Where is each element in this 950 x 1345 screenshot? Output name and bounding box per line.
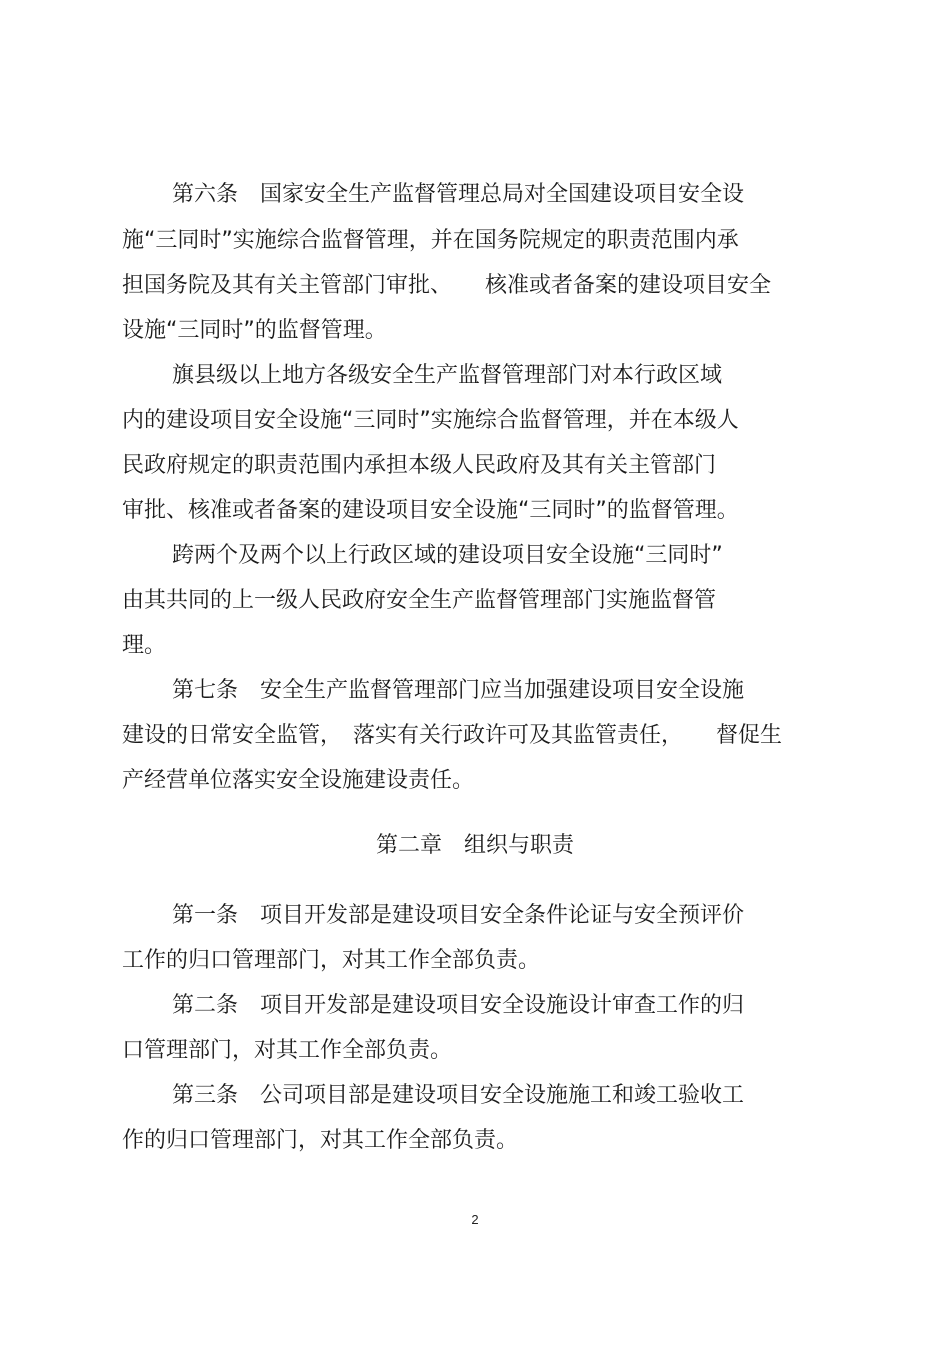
article-6-line-2: 施“三同时”实施综合监督管理，并在国务院规定的职责范围内承: [122, 228, 739, 253]
paragraph-2-line-3: 民政府规定的职责范围内承担本级人民政府及其有关主管部门: [122, 453, 717, 478]
paragraph-2-line-4: 审批、核准或者备案的建设项目安全设施“三同时”的监督管理。: [122, 498, 739, 523]
chapter2-article-3-line-1: 第三条 公司项目部是建设项目安全设施施工和竣工验收工: [172, 1083, 745, 1108]
chapter2-article-1-line-2: 工作的归口管理部门，对其工作全部负责。: [122, 948, 541, 973]
article-6-line-1: 第六条 国家安全生产监督管理总局对全国建设项目安全设: [172, 182, 745, 207]
chapter2-article-2-line-2: 口管理部门，对其工作全部负责。: [122, 1038, 453, 1063]
chapter2-article-2-line-1: 第二条 项目开发部是建设项目安全设施设计审查工作的归: [172, 993, 745, 1018]
article-7-line-2: 建设的日常安全监管， 落实有关行政许可及其监管责任， 督促生: [122, 723, 783, 748]
paragraph-3-line-1: 跨两个及两个以上行政区域的建设项目安全设施“三同时”: [172, 543, 723, 568]
paragraph-2-line-2: 内的建设项目安全设施“三同时”实施综合监督管理，并在本级人: [122, 408, 739, 433]
article-7-line-3: 产经营单位落实安全设施建设责任。: [122, 768, 475, 793]
chapter-heading: 第二章 组织与职责: [375, 833, 574, 858]
chapter2-article-1-line-1: 第一条 项目开发部是建设项目安全条件论证与安全预评价: [172, 903, 745, 928]
article-6-line-4: 设施“三同时”的监督管理。: [122, 318, 387, 343]
paragraph-3-line-2: 由其共同的上一级人民政府安全生产监督管理部门实施监督管: [122, 588, 717, 613]
paragraph-2-line-1: 旗县级以上地方各级安全生产监督管理部门对本行政区域: [172, 363, 723, 388]
article-7-line-1: 第七条 安全生产监督管理部门应当加强建设项目安全设施: [172, 678, 745, 703]
article-6-line-3: 担国务院及其有关主管部门审批、 核准或者备案的建设项目安全: [122, 273, 772, 298]
paragraph-3-line-3: 理。: [122, 633, 167, 658]
page-number: 2: [471, 1212, 479, 1227]
chapter2-article-3-line-2: 作的归口管理部门，对其工作全部负责。: [122, 1128, 519, 1153]
